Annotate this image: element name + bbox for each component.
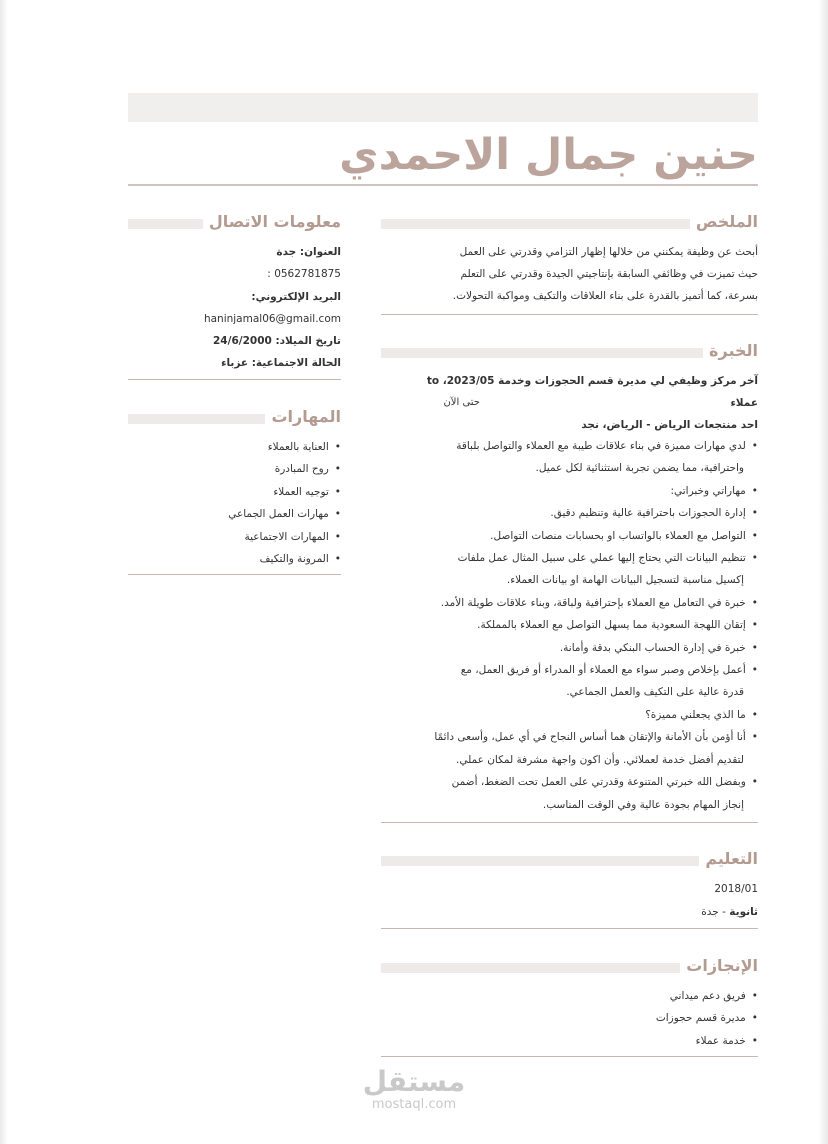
summary-line: أبحث عن وظيفة يمكنني من خلالها إظهار التزامي وقدرتي على العمل xyxy=(459,246,758,258)
education-divider xyxy=(381,928,758,929)
skills-heading xyxy=(128,409,341,433)
page-edge-right xyxy=(818,0,828,1144)
summary-title: الملخص xyxy=(690,212,758,231)
skills-list xyxy=(228,436,341,570)
summary-line: حيث تميزت في وظائفي السابقة بإنتاجيتي الجيدة وقدرتي على التعلم xyxy=(460,268,758,280)
experience-bullet: • التواصل مع العملاء بالواتساب او بحسابات منصات التواصل. xyxy=(434,525,758,547)
contact-birthdate: تاريخ الميلاد: 24/6/2000 xyxy=(213,335,341,347)
experience-bullet: لتقديم أفضل خدمة لعملائي. وأن اكون واجهة مشرفة لمكان عملي. xyxy=(455,753,744,766)
contact-heading xyxy=(128,214,341,238)
experience-bullet: إنجاز المهام بجودة عالية وفي الوقت المناسب. xyxy=(542,798,744,811)
experience-bullet: • أعمل بإخلاص وصبر سواء مع العملاء أو المدراء أو فريق العمل، مع xyxy=(434,659,758,681)
experience-bullets xyxy=(434,435,758,816)
education-heading xyxy=(381,851,758,875)
job-until: حتى الآن xyxy=(443,397,480,408)
experience-bullet: إكسيل مناسبة لتسجيل البيانات الهامة او بيانات العملاء. xyxy=(506,574,744,587)
education-degree: ثانوية xyxy=(729,906,758,918)
skill-item: • المرونة والتكيف xyxy=(228,548,341,570)
skills-divider xyxy=(128,574,341,575)
skill-item: • روح المبادرة xyxy=(228,458,341,480)
education-title: التعليم xyxy=(699,849,758,868)
candidate-name: حنين جمال الاحمدي xyxy=(339,130,758,180)
skill-item: • توجيه العملاء xyxy=(228,481,341,503)
skill-item: • المهارات الاجتماعية xyxy=(228,526,341,548)
skill-item: • مهارات العمل الجماعي xyxy=(228,503,341,525)
experience-heading-band xyxy=(381,348,758,358)
experience-bullet: • ما الذي يجعلني مميزة؟ xyxy=(434,704,758,726)
experience-bullet: • وبفضل الله خبرتي المتنوعة وقدرتي على العمل تحت الضغط، أضمن xyxy=(434,771,758,793)
experience-bullet: • لدي مهارات مميزة في بناء علاقات طيبة مع العملاء والتواصل بلباقة xyxy=(434,435,758,457)
page-edge-left xyxy=(0,0,8,1144)
education-date: 2018/01 xyxy=(714,883,758,895)
achievements-title: الإنجازات xyxy=(680,956,758,975)
contact-marital-status: الحالة الاجتماعية: عزباء xyxy=(221,357,341,369)
experience-divider xyxy=(381,822,758,823)
contact-phone: 0562781875 : xyxy=(267,268,341,280)
skills-title: المهارات xyxy=(265,407,341,426)
job-title-line: آخر مركز وظيفي لي مديرة قسم الحجوزات وخدمة 2023/05، to xyxy=(426,375,758,387)
achievements-divider xyxy=(381,1056,758,1057)
header-divider xyxy=(128,184,758,186)
education-entry xyxy=(701,901,758,923)
experience-bullet: • إتقان اللهجة السعودية مما يسهل التواصل مع العملاء بالمملكة. xyxy=(434,614,758,636)
contact-address: العنوان: جدة xyxy=(276,246,341,258)
contact-title: معلومات الاتصال xyxy=(203,212,341,231)
experience-bullet: • إدارة الحجوزات باحترافية عالية وتنظيم دقيق. xyxy=(434,502,758,524)
watermark-latin: mostaql.com xyxy=(371,1097,457,1112)
skill-item: • العناية بالعملاء xyxy=(228,436,341,458)
contact-email-label: البريد الإلكتروني: xyxy=(251,291,341,303)
experience-bullet: • تنظيم البيانات التي يحتاج إليها عملي على سبيل المثال عمل ملفات xyxy=(434,547,758,569)
watermark-arabic: مستقل xyxy=(362,1065,466,1098)
experience-heading xyxy=(381,343,758,367)
job-title-line: عملاء xyxy=(730,397,758,409)
contact-email: haninjamal06@gmail.com xyxy=(203,313,341,325)
mostaql-watermark xyxy=(362,1067,466,1113)
achievements-list xyxy=(656,985,758,1052)
experience-bullet: واحترافية، مما يضمن تجربة استثنائية لكل عميل. xyxy=(535,462,744,475)
education-city: - جدة xyxy=(701,906,730,918)
experience-title: الخبرة xyxy=(703,341,758,360)
summary-line: بسرعة، كما أتميز بالقدرة على بناء العلاقات والتكيف ومواكبة التحولات. xyxy=(452,290,758,302)
achievements-heading xyxy=(381,958,758,982)
experience-bullet: • خبرة في التعامل مع العملاء بإحترافية ولباقة، وبناء علاقات طويلة الأمد. xyxy=(434,592,758,614)
achievement-item: • خدمة عملاء xyxy=(656,1030,758,1052)
summary-divider xyxy=(381,314,758,315)
experience-bullet: • أنا أؤمن بأن الأمانة والإتقان هما أساس النجاح في أي عمل، وأسعى دائمًا xyxy=(434,726,758,748)
achievement-item: • فريق دعم ميداني xyxy=(656,985,758,1007)
contact-divider xyxy=(128,379,341,380)
job-company: احد منتجعات الرياض - الرياض، نجد xyxy=(581,419,758,431)
experience-bullet: قدرة عالية على التكيف والعمل الجماعي. xyxy=(566,686,744,699)
achievement-item: • مديرة قسم حجوزات xyxy=(656,1007,758,1029)
experience-bullet: • مهاراتي وخبراتي: xyxy=(434,480,758,502)
header-band xyxy=(128,93,758,122)
experience-bullet: • خبرة في إدارة الحساب البنكي بدقة وأمانة. xyxy=(434,637,758,659)
summary-heading xyxy=(381,214,758,238)
